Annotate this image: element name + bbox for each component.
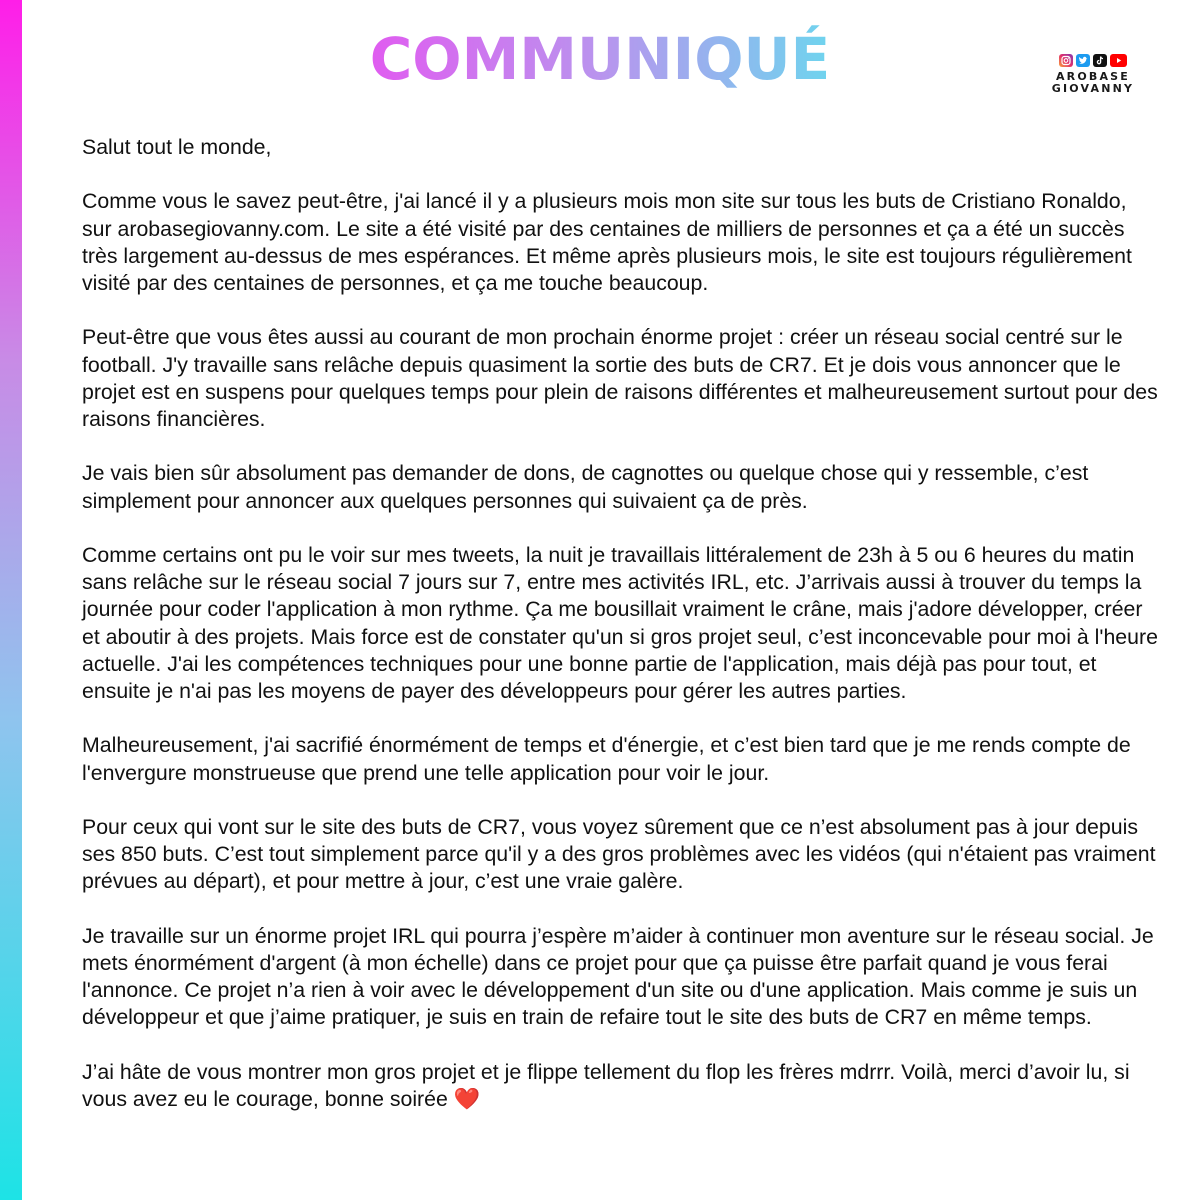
paragraph-6: Pour ceux qui vont sur le site des buts de CR7, vous voyez sûrement que ce n’est absolument pas à jour depuis ses 850 buts. C’est tout simplement parce qu'il y a des gros problèmes avec les vidéos (qui n'étaient pas vraiment prévues au départ), et pour mettre à jour, c’est une vraie galère.: [82, 814, 1156, 894]
title-text: COMMUNIQUÉ: [369, 25, 831, 93]
twitter-icon: [1076, 54, 1090, 67]
paragraph-4: Comme certains ont pu le voir sur mes tweets, la nuit je travaillais littéralement de 23h à 5 ou 6 heures du matin sans relâche sur le réseau social 7 jours sur 7, entre mes activités IRL, etc. J’arrivais aussi à trouver du temps la journée pour coder l'application à mon rythme. Ça me bousillait vraiment le crâne, mais j'adore développer, créer et aboutir à des projets. Mais force est de constater qu'un si gros projet seul, c’est inconcevable pour moi à l'heure actuelle. J'ai les compétences techniques pour une bonne partie de l'application, mais déjà pas pour tout, et ensuite je n'ai pas les moyens de payer des développeurs pour gérer les autres parties.: [82, 542, 1158, 703]
closing-paragraph: [82, 1059, 1162, 1113]
social-icons-row: [1048, 54, 1138, 67]
page-title: [0, 20, 1200, 98]
closing-text: J’ai hâte de vous montrer mon gros projet et je flippe tellement du flop les frères mdrrr. Voilà, merci d’avoir lu, si vous avez eu le courage, bonne soirée: [82, 1059, 1130, 1111]
paragraph-1: Comme vous le savez peut-être, j'ai lancé il y a plusieurs mois mon site sur tous les buts de Cristiano Ronaldo, sur arobasegiovanny.com. Le site a été visité par des centaines de milliers de personnes et ça a été un succès très largement au-dessus de mes espérances. Et même après plusieurs mois, le site est toujours régulièrement visité par des centaines de personnes, et ça me touche beaucoup.: [82, 189, 1132, 295]
youtube-icon: [1110, 54, 1127, 67]
instagram-icon: [1059, 54, 1073, 67]
greeting: Salut tout le monde,: [82, 135, 272, 159]
heart-icon: ❤️: [453, 1086, 481, 1111]
tiktok-icon: [1093, 54, 1107, 67]
paragraph-7: Je travaille sur un énorme projet IRL qui pourra j’espère m’aider à continuer mon aventure sur le réseau social. Je mets énormément d'argent (à mon échelle) dans ce projet pour que ça puisse être parfait quand je vous ferai l'annonce. Ce projet n’a rien à voir avec le développement d'un site ou d'une application. Mais comme je suis un développeur et que j’aime pratiquer, je suis en train de refaire tout le site des buts de CR7 en même temps.: [82, 923, 1154, 1030]
letter-body: [82, 134, 1162, 1140]
brand-name-line1: AROBASE: [1055, 70, 1131, 83]
brand-block: [1048, 54, 1138, 95]
paragraph-2: Peut-être que vous êtes aussi au courant de mon prochain énorme projet : créer un réseau social centré sur le football. J'y travaille sans relâche depuis quasiment la sortie des buts de CR7. Et je dois vous annoncer que le projet est en suspens pour quelques temps pour plein de raisons différentes et malheureusement surtout pour des raisons financières.: [82, 325, 1158, 431]
paragraph-3: Je vais bien sûr absolument pas demander de dons, de cagnottes ou quelque chose qui y ressemble, c’est simplement pour annoncer aux quelques personnes qui suivaient ça de près.: [82, 461, 1089, 513]
paragraph-5: Malheureusement, j'ai sacrifié énormément de temps et d'énergie, et c’est bien tard que je me rends compte de l'envergure monstrueuse que prend une telle application pour voir le jour.: [82, 733, 1131, 785]
gradient-accent-bar: [0, 0, 22, 1200]
brand-name-line2: GIOVANNY: [1051, 82, 1135, 95]
